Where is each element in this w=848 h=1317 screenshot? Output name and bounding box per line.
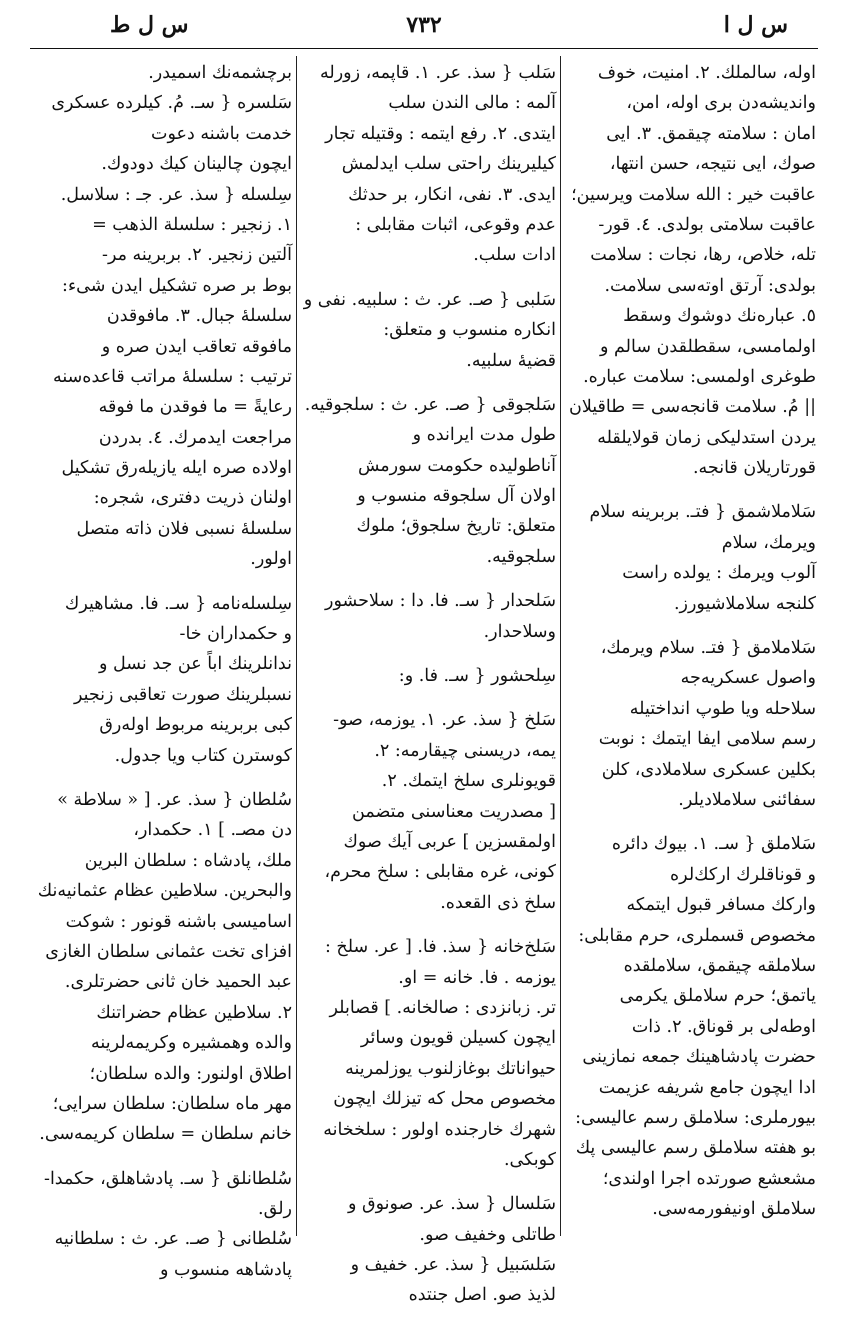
- text-line: لذيذ صو. اصل جنتده: [408, 1285, 556, 1306]
- text-line: مخصوص قسملری، حرم مقابلی:: [578, 925, 816, 946]
- text-line: سَلسَبيل { سذ. عر. خفيف و: [350, 1255, 556, 1276]
- text-line: ايچون كسيلن قويون وسائر: [360, 1028, 556, 1049]
- text-line: ايچون چالينان كيك دودوك.: [101, 154, 292, 175]
- text-line: ۱. زنجير : سلسلة الذهب =: [92, 214, 292, 235]
- text-line: كيليرينك راحتی سلب ايدلمش: [341, 154, 556, 175]
- entry-gap: [302, 271, 556, 285]
- middle-column: [302, 58, 556, 1306]
- text-line: اولاده صره ايله يازيله‌رق تشكيل: [61, 458, 292, 479]
- text-line: اولمامسی، سقطلقدن سالم و: [600, 336, 816, 357]
- text-line: قويونلری سلخ ايتمك. ۲.: [381, 771, 556, 792]
- text-line: اولور.: [250, 549, 292, 570]
- text-line: ايدی. ۳. نفی، انكار، بر حدثك: [348, 184, 556, 205]
- text-line: ياتمق؛ حرم سلاملق يكرمی: [619, 986, 816, 1007]
- text-line: سَلجوقی { صـ. عر. ث : سلجوقيه.: [304, 394, 556, 415]
- text-line: برچشمه‌نك اسميدر.: [148, 63, 292, 83]
- text-line: تر. زبانزدی : صالخانه. ] قصابلر: [329, 997, 556, 1018]
- text-line: سلاملقه چيقمق، سلاملقده: [623, 955, 816, 976]
- left-column: [34, 58, 292, 1280]
- text-line: ندانلرينك اباً عن جد نسل و: [99, 654, 292, 675]
- text-line: سُلطان { سذ. عر. [ « سلاطة »: [57, 789, 292, 810]
- page-number: ۷۳۲: [406, 12, 442, 38]
- entry-gap: [302, 376, 556, 390]
- text-line: مافوقه تعاقب ايدن صره و: [101, 336, 292, 357]
- text-line: سَلحدار { سـ. فا. دا : سلاحشور: [325, 591, 556, 612]
- entry-gap: [302, 1175, 556, 1189]
- text-line: سِلحشور { سـ. فا. و:: [398, 666, 556, 687]
- text-line: كونی، غره مقابلی : سلخ محرم،: [324, 862, 556, 883]
- text-line: صوك، ايی نتيجه، حسن انتها،: [609, 154, 816, 175]
- text-line: واندیشه‌دن بری اوله، امن،: [626, 93, 816, 114]
- text-line: سَلاملامق { فتـ. سلام ويرمك،: [600, 638, 816, 659]
- entry-gap: [566, 483, 816, 497]
- text-line: سلاملق اونيفورمه‌سی.: [652, 1199, 816, 1220]
- text-line: خانم سلطان = سلطان كريمه‌سی.: [39, 1124, 292, 1145]
- text-line: رلق.: [258, 1199, 292, 1220]
- text-line: مشعشع صورتده اجرا اولندی؛: [602, 1168, 816, 1189]
- text-line: رعايةً = ما فوقدن ما فوقه: [98, 397, 292, 418]
- text-line: و قوناقلرك اركك‌لره: [670, 864, 816, 885]
- text-line: بيورملری: سلاملق رسم عاليسی:: [575, 1107, 816, 1128]
- text-line: بوط بر صره تشكيل ايدن شیء:: [62, 275, 292, 296]
- text-line: آناطوليده حكومت سورمش: [357, 455, 556, 476]
- text-line: سلجوقيه.: [486, 546, 556, 567]
- text-line: عدم وقوعی، اثبات مقابلی :: [355, 214, 556, 235]
- text-line: يوزمه . فا. خانه = او.: [398, 967, 556, 988]
- text-line: وسلاحدار.: [483, 621, 556, 642]
- text-line: سفائنی سلاملادیلر.: [678, 789, 816, 810]
- entry-gap: [302, 691, 556, 705]
- text-line: دن مصـ. ] ۱. حكمدار،: [133, 820, 292, 841]
- text-line: سُلطانی { صـ. عر. ث : سلطانيه: [54, 1229, 292, 1250]
- text-line: اوطه‌لی بر قوناق. ۲. ذات: [631, 1016, 816, 1037]
- right-column: [566, 58, 816, 1238]
- text-line: امان : سلامته چیقمق. ۳. ایی: [606, 123, 816, 144]
- text-line: قضيۀ سلبيه.: [466, 350, 556, 371]
- text-line: شهرك خارجنده اولور : سلخخانه: [323, 1119, 556, 1140]
- text-line: كبی بربرينه مربوط اوله‌رق: [99, 715, 292, 736]
- text-line: و حكمداران خا-: [179, 624, 292, 645]
- text-line: سَلبی { صـ. عر. ث : سلبيه. نفی و: [303, 289, 556, 310]
- text-line: ادات سلب.: [473, 245, 556, 266]
- text-line: ادا ايچون جامع شريفه عزيمت: [598, 1077, 816, 1098]
- text-line: || مُ. سلامت قانجه‌سی = طاقیلان: [568, 397, 816, 418]
- text-line: آلتين زنجير. ۲. بربرينه مر-: [102, 245, 292, 266]
- text-line: عاقبت خير : الله سلامت ويرسين؛: [571, 184, 816, 205]
- text-line: سلخ ذی القعده.: [440, 892, 556, 913]
- text-line: ايتدی. ۲. رفع ايتمه : وقتيله تجار: [325, 123, 556, 144]
- text-line: اوله، سالملك. ۲. امنيت، خوف: [597, 63, 816, 83]
- text-line: اولمقسزين ] عربی آيك صوك: [343, 831, 556, 852]
- text-line: اسامیسی باشنه قونور : شوكت: [65, 911, 292, 932]
- text-line: حيواناتك بوغازلنوب يوزلمرينه: [345, 1058, 556, 1079]
- text-line: طوغری اولمسی: سلامت عباره.: [583, 366, 816, 387]
- text-line: بكلين عسكری سلاملادی، كلن: [601, 759, 816, 780]
- text-line: سلسلۀ نسبی فلان ذاته متصل: [76, 518, 292, 539]
- text-line: مهر ماه سلطان: سلطان سرايی؛: [52, 1093, 292, 1114]
- text-line: حضرت پادشاهينك جمعه نمازينی: [582, 1047, 816, 1068]
- text-line: واصول عسكريه‌جه: [680, 668, 816, 689]
- text-line: رسم سلامی ايفا ايتمك : نوبت: [598, 729, 816, 750]
- text-line: انكاره منسوب و متعلق:: [383, 320, 556, 341]
- text-line: متعلق: تاريخ سلجوق؛ ملوك: [356, 516, 556, 537]
- text-line: طول مدت ايرانده و: [412, 425, 556, 446]
- text-line: تله، خلاص، رها، نجات : سلامت: [590, 245, 816, 266]
- text-line: سَلخ‌خانه { سذ. فا. [ عر. سلخ :: [324, 937, 556, 958]
- text-line: آلمه : مالی الندن سلب: [388, 93, 556, 114]
- text-line: خدمت باشنه دعوت: [151, 123, 292, 144]
- column-divider-right: [560, 56, 561, 1236]
- text-line: سَلاملاشمق { فتـ. بربرینه سلام: [589, 502, 816, 523]
- text-line: ۲. سلاطين عظام حضراتنك: [96, 1002, 292, 1023]
- text-line: ملك، پادشاه : سلطان البرين: [84, 850, 292, 871]
- entry-gap: [302, 572, 556, 586]
- text-line: ویرمك، سلام: [721, 532, 816, 553]
- text-line: سَلخ { سذ. عر. ۱. يوزمه، صو-: [333, 710, 556, 731]
- text-line: سَلاملق { سـ. ۱. بيوك دائره: [611, 834, 816, 855]
- text-line: آلوب ويرمك : يولده راست: [622, 563, 816, 584]
- text-line: افزای تخت عثمانی سلطان الغازی: [45, 941, 292, 962]
- text-line: كلنجه سلاملاشيورز.: [673, 593, 816, 614]
- text-line: مخصوص محل كه تيزلك ايچون: [333, 1089, 556, 1110]
- text-line: مراجعت ايدمرك. ٤. بدردن: [98, 427, 292, 448]
- entry-gap: [34, 771, 292, 785]
- entry-gap: [34, 575, 292, 589]
- text-line: عاقبت سلامتی بولدی. ٤. قور-: [598, 214, 816, 235]
- text-line: كوسترن كتاب ويا جدول.: [114, 745, 292, 766]
- text-line: اولنان ذريت دفتری، شجره:: [93, 488, 292, 509]
- text-line: طاتلی وخفيف صو.: [419, 1224, 556, 1245]
- text-line: ترتيب : سلسلۀ مراتب قاعده‌سنه: [52, 366, 292, 387]
- text-line: اطلاق اولنور: والده سلطان؛: [89, 1063, 292, 1084]
- text-line: سِلسله‌نامه { سـ. فا. مشاهيرك: [64, 593, 292, 614]
- text-line: سَلسره { سـ. مُ. كيلرده عسكری: [51, 93, 292, 114]
- text-line: ٥. عباره‌نك دوشوك وسقط: [623, 306, 816, 327]
- text-line: والده وهمشيره وكريمه‌لرينه: [91, 1033, 292, 1054]
- text-line: يمه، دريسنی چيقارمه: ۲.: [374, 740, 556, 761]
- header-rule: [30, 48, 818, 49]
- text-line: بو هفته سلاملق رسم عاليسی پك: [575, 1138, 816, 1159]
- left-guide-word: س ل ط: [110, 12, 189, 38]
- text-line: سَلب { سذ. عر. ۱. قاپمه، زورله: [320, 63, 556, 83]
- entry-gap: [566, 619, 816, 633]
- text-line: سُلطانلق { سـ. پادشاهلق، حكمدا-: [44, 1168, 292, 1189]
- right-guide-word: س ل ا: [723, 12, 788, 38]
- text-line: واركك مسافر قبول ايتمكه: [626, 895, 816, 916]
- page-header: [30, 8, 818, 44]
- text-line: سلسلۀ جبال. ۳. مافوقدن: [106, 306, 292, 327]
- entry-gap: [302, 647, 556, 661]
- text-line: قورتاریلان قانجه.: [692, 458, 816, 479]
- text-line: والبحرين. سلاطين عظام عثمانيه‌نك: [37, 881, 292, 902]
- entry-gap: [302, 918, 556, 932]
- text-line: بولدی: آرتق اوته‌سی سلامت.: [604, 275, 816, 296]
- text-line: يردن استدلیکی زمان قولایلقله: [597, 427, 816, 448]
- text-line: نسبلرينك صورت تعاقبی زنجير: [73, 684, 292, 705]
- text-line: سلاحله ويا طوپ انداختيله: [629, 698, 816, 719]
- column-divider-left: [296, 56, 297, 1236]
- text-line: سَلسال { سذ. عر. صونوق و: [348, 1194, 556, 1215]
- text-line: عبد الحميد خان ثانی حضرتلری.: [64, 972, 292, 993]
- text-line: كوبكی.: [503, 1149, 556, 1170]
- text-line: اولان آل سلجوقه منسوب و: [357, 486, 556, 507]
- entry-gap: [566, 815, 816, 829]
- text-line: پادشاهه منسوب و: [160, 1259, 292, 1280]
- text-line: [ مصدريت معناسنی متضمن: [352, 801, 556, 822]
- text-line: سِلسله { سذ. عر. جـ : سلاسل.: [60, 184, 292, 205]
- entry-gap: [34, 1150, 292, 1164]
